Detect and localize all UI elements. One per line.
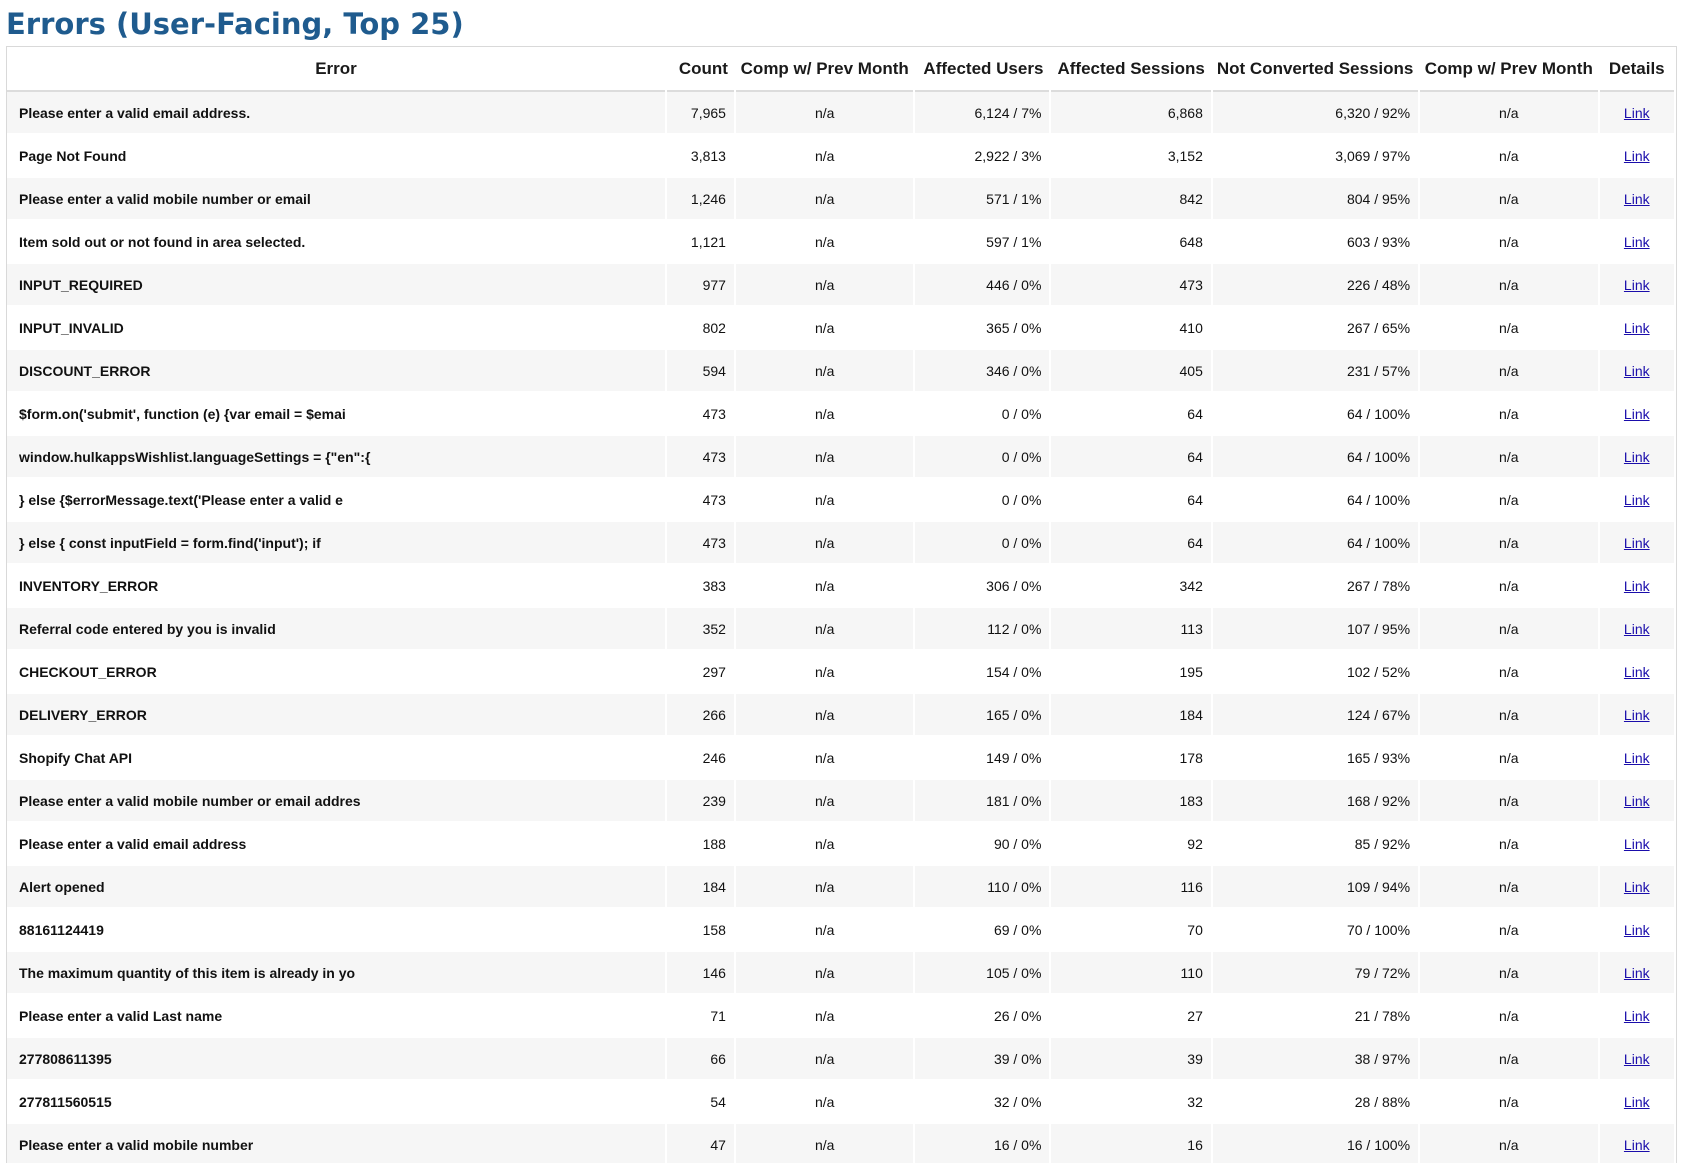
details-link[interactable]: Link	[1623, 104, 1650, 121]
affected-users-cell: 0 / 0%	[915, 393, 1049, 436]
error-cell: Alert opened	[7, 866, 665, 909]
table-row	[7, 92, 1674, 135]
comp-prev-month-cell: n/a	[736, 135, 914, 178]
comp-prev-month-cell: n/a	[736, 307, 914, 350]
table-row	[7, 522, 1674, 565]
affected-users-cell: 0 / 0%	[915, 479, 1049, 522]
details-link[interactable]: Link	[1623, 663, 1650, 680]
details-link[interactable]: Link	[1623, 878, 1650, 895]
affected-users-cell: 112 / 0%	[915, 608, 1049, 651]
comp-prev-month-cell: n/a	[736, 651, 914, 694]
affected-users-cell: 69 / 0%	[915, 909, 1049, 952]
comp-prev-month-2-cell: n/a	[1420, 479, 1598, 522]
count-cell: 473	[667, 479, 734, 522]
count-cell: 473	[667, 436, 734, 479]
count-cell: 802	[667, 307, 734, 350]
details-link[interactable]: Link	[1623, 276, 1650, 293]
errors-table-container[interactable]	[6, 46, 1677, 1163]
column-header-details[interactable]: Details	[1600, 47, 1674, 92]
affected-users-cell: 165 / 0%	[915, 694, 1049, 737]
column-header-not-converted-sessions[interactable]: Not Converted Sessions	[1213, 47, 1418, 92]
details-cell	[1600, 1038, 1674, 1081]
affected-users-cell: 571 / 1%	[915, 178, 1049, 221]
comp-prev-month-2-cell: n/a	[1420, 1124, 1598, 1163]
comp-prev-month-cell: n/a	[736, 1081, 914, 1124]
column-header-affected-users[interactable]: Affected Users	[915, 47, 1049, 92]
comp-prev-month-2-cell: n/a	[1420, 522, 1598, 565]
affected-users-cell: 6,124 / 7%	[915, 92, 1049, 135]
error-cell: Page Not Found	[7, 135, 665, 178]
affected-users-cell: 446 / 0%	[915, 264, 1049, 307]
comp-prev-month-cell: n/a	[736, 608, 914, 651]
details-cell	[1600, 823, 1674, 866]
affected-sessions-cell: 64	[1051, 522, 1210, 565]
count-cell: 1,121	[667, 221, 734, 264]
error-cell: } else { const inputField = form.find('input'); if	[7, 522, 665, 565]
affected-users-cell: 346 / 0%	[915, 350, 1049, 393]
details-cell	[1600, 178, 1674, 221]
column-header-comp-prev-month-2[interactable]: Comp w/ Prev Month	[1420, 47, 1598, 92]
count-cell: 47	[667, 1124, 734, 1163]
column-header-error[interactable]: Error	[7, 47, 665, 92]
affected-sessions-cell: 405	[1051, 350, 1210, 393]
comp-prev-month-cell: n/a	[736, 823, 914, 866]
table-row	[7, 307, 1674, 350]
count-cell: 184	[667, 866, 734, 909]
not-converted-sessions-cell: 267 / 78%	[1213, 565, 1418, 608]
page-title: Errors (User-Facing, Top 25)	[6, 7, 464, 41]
error-cell: Please enter a valid email address.	[7, 92, 665, 135]
details-link[interactable]: Link	[1623, 233, 1650, 250]
not-converted-sessions-cell: 64 / 100%	[1213, 479, 1418, 522]
details-link[interactable]: Link	[1623, 405, 1650, 422]
details-link[interactable]: Link	[1623, 190, 1650, 207]
comp-prev-month-2-cell: n/a	[1420, 823, 1598, 866]
details-link[interactable]: Link	[1623, 491, 1650, 508]
table-row	[7, 565, 1674, 608]
affected-sessions-cell: 64	[1051, 479, 1210, 522]
affected-sessions-cell: 64	[1051, 436, 1210, 479]
error-cell: INVENTORY_ERROR	[7, 565, 665, 608]
comp-prev-month-cell: n/a	[736, 522, 914, 565]
comp-prev-month-cell: n/a	[736, 178, 914, 221]
comp-prev-month-2-cell: n/a	[1420, 780, 1598, 823]
comp-prev-month-2-cell: n/a	[1420, 92, 1598, 135]
affected-sessions-cell: 27	[1051, 995, 1210, 1038]
error-cell: Please enter a valid Last name	[7, 995, 665, 1038]
count-cell: 594	[667, 350, 734, 393]
count-cell: 297	[667, 651, 734, 694]
details-cell	[1600, 350, 1674, 393]
table-row	[7, 221, 1674, 264]
table-row	[7, 823, 1674, 866]
details-cell	[1600, 565, 1674, 608]
comp-prev-month-2-cell: n/a	[1420, 264, 1598, 307]
affected-sessions-cell: 116	[1051, 866, 1210, 909]
error-cell: INPUT_REQUIRED	[7, 264, 665, 307]
affected-sessions-cell: 842	[1051, 178, 1210, 221]
table-row	[7, 350, 1674, 393]
details-link[interactable]: Link	[1623, 147, 1650, 164]
affected-users-cell: 2,922 / 3%	[915, 135, 1049, 178]
affected-users-cell: 26 / 0%	[915, 995, 1049, 1038]
error-cell: Please enter a valid mobile number or email	[7, 178, 665, 221]
table-row	[7, 737, 1674, 780]
error-cell: CHECKOUT_ERROR	[7, 651, 665, 694]
details-link[interactable]: Link	[1623, 577, 1650, 594]
affected-sessions-cell: 648	[1051, 221, 1210, 264]
comp-prev-month-2-cell: n/a	[1420, 952, 1598, 995]
comp-prev-month-2-cell: n/a	[1420, 178, 1598, 221]
table-row	[7, 1124, 1674, 1163]
error-cell: Please enter a valid mobile number or email addres	[7, 780, 665, 823]
comp-prev-month-cell: n/a	[736, 952, 914, 995]
details-cell	[1600, 436, 1674, 479]
affected-users-cell: 90 / 0%	[915, 823, 1049, 866]
comp-prev-month-2-cell: n/a	[1420, 1081, 1598, 1124]
details-link[interactable]: Link	[1623, 448, 1650, 465]
table-row	[7, 780, 1674, 823]
not-converted-sessions-cell: 226 / 48%	[1213, 264, 1418, 307]
details-link[interactable]: Link	[1623, 749, 1650, 766]
comp-prev-month-cell: n/a	[736, 1124, 914, 1163]
count-cell: 352	[667, 608, 734, 651]
affected-users-cell: 154 / 0%	[915, 651, 1049, 694]
count-cell: 246	[667, 737, 734, 780]
details-link[interactable]: Link	[1623, 1093, 1650, 1110]
details-cell	[1600, 909, 1674, 952]
error-cell: Please enter a valid email address	[7, 823, 665, 866]
not-converted-sessions-cell: 21 / 78%	[1213, 995, 1418, 1038]
error-cell: window.hulkappsWishlist.languageSettings = {"en":{	[7, 436, 665, 479]
table-row	[7, 651, 1674, 694]
comp-prev-month-2-cell: n/a	[1420, 909, 1598, 952]
details-cell	[1600, 221, 1674, 264]
details-cell	[1600, 952, 1674, 995]
details-cell	[1600, 651, 1674, 694]
affected-users-cell: 365 / 0%	[915, 307, 1049, 350]
affected-users-cell: 149 / 0%	[915, 737, 1049, 780]
details-cell	[1600, 866, 1674, 909]
table-header-row	[7, 47, 1674, 92]
table-row	[7, 393, 1674, 436]
affected-sessions-cell: 113	[1051, 608, 1210, 651]
details-cell	[1600, 307, 1674, 350]
comp-prev-month-cell: n/a	[736, 350, 914, 393]
comp-prev-month-2-cell: n/a	[1420, 995, 1598, 1038]
error-cell: DELIVERY_ERROR	[7, 694, 665, 737]
not-converted-sessions-cell: 168 / 92%	[1213, 780, 1418, 823]
table-row	[7, 952, 1674, 995]
count-cell: 54	[667, 1081, 734, 1124]
not-converted-sessions-cell: 64 / 100%	[1213, 393, 1418, 436]
affected-sessions-cell: 195	[1051, 651, 1210, 694]
comp-prev-month-2-cell: n/a	[1420, 737, 1598, 780]
table-row	[7, 995, 1674, 1038]
details-link[interactable]: Link	[1623, 1136, 1650, 1153]
comp-prev-month-2-cell: n/a	[1420, 608, 1598, 651]
affected-users-cell: 32 / 0%	[915, 1081, 1049, 1124]
table-row	[7, 866, 1674, 909]
count-cell: 266	[667, 694, 734, 737]
error-cell: Item sold out or not found in area selected.	[7, 221, 665, 264]
comp-prev-month-2-cell: n/a	[1420, 436, 1598, 479]
error-cell: } else {$errorMessage.text('Please enter a valid e	[7, 479, 665, 522]
affected-sessions-cell: 32	[1051, 1081, 1210, 1124]
count-cell: 3,813	[667, 135, 734, 178]
error-cell: INPUT_INVALID	[7, 307, 665, 350]
count-cell: 383	[667, 565, 734, 608]
details-cell	[1600, 1081, 1674, 1124]
details-link[interactable]: Link	[1623, 792, 1650, 809]
error-cell: $form.on('submit', function (e) {var email = $emai	[7, 393, 665, 436]
details-cell	[1600, 264, 1674, 307]
comp-prev-month-2-cell: n/a	[1420, 694, 1598, 737]
table-row	[7, 264, 1674, 307]
comp-prev-month-cell: n/a	[736, 565, 914, 608]
not-converted-sessions-cell: 165 / 93%	[1213, 737, 1418, 780]
details-cell	[1600, 92, 1674, 135]
comp-prev-month-2-cell: n/a	[1420, 350, 1598, 393]
affected-sessions-cell: 183	[1051, 780, 1210, 823]
details-cell	[1600, 1124, 1674, 1163]
not-converted-sessions-cell: 804 / 95%	[1213, 178, 1418, 221]
affected-sessions-cell: 39	[1051, 1038, 1210, 1081]
details-link[interactable]: Link	[1623, 362, 1650, 379]
not-converted-sessions-cell: 267 / 65%	[1213, 307, 1418, 350]
comp-prev-month-cell: n/a	[736, 995, 914, 1038]
error-cell: 277811560515	[7, 1081, 665, 1124]
table-row	[7, 608, 1674, 651]
comp-prev-month-cell: n/a	[736, 264, 914, 307]
details-cell	[1600, 522, 1674, 565]
affected-sessions-cell: 3,152	[1051, 135, 1210, 178]
details-link[interactable]: Link	[1623, 620, 1650, 637]
affected-users-cell: 16 / 0%	[915, 1124, 1049, 1163]
error-cell: Shopify Chat API	[7, 737, 665, 780]
not-converted-sessions-cell: 64 / 100%	[1213, 436, 1418, 479]
affected-users-cell: 0 / 0%	[915, 522, 1049, 565]
comp-prev-month-cell: n/a	[736, 1038, 914, 1081]
comp-prev-month-cell: n/a	[736, 909, 914, 952]
comp-prev-month-cell: n/a	[736, 221, 914, 264]
comp-prev-month-2-cell: n/a	[1420, 1038, 1598, 1081]
details-link[interactable]: Link	[1623, 1007, 1650, 1024]
not-converted-sessions-cell: 107 / 95%	[1213, 608, 1418, 651]
details-cell	[1600, 479, 1674, 522]
count-cell: 66	[667, 1038, 734, 1081]
comp-prev-month-cell: n/a	[736, 436, 914, 479]
details-cell	[1600, 135, 1674, 178]
affected-users-cell: 0 / 0%	[915, 436, 1049, 479]
affected-users-cell: 597 / 1%	[915, 221, 1049, 264]
count-cell: 188	[667, 823, 734, 866]
comp-prev-month-cell: n/a	[736, 694, 914, 737]
error-cell: DISCOUNT_ERROR	[7, 350, 665, 393]
column-header-count[interactable]: Count	[667, 47, 734, 92]
details-cell	[1600, 995, 1674, 1038]
not-converted-sessions-cell: 70 / 100%	[1213, 909, 1418, 952]
table-row	[7, 1081, 1674, 1124]
affected-sessions-cell: 92	[1051, 823, 1210, 866]
not-converted-sessions-cell: 124 / 67%	[1213, 694, 1418, 737]
error-cell: Referral code entered by you is invalid	[7, 608, 665, 651]
affected-sessions-cell: 473	[1051, 264, 1210, 307]
not-converted-sessions-cell: 38 / 97%	[1213, 1038, 1418, 1081]
count-cell: 7,965	[667, 92, 734, 135]
affected-users-cell: 39 / 0%	[915, 1038, 1049, 1081]
details-link[interactable]: Link	[1623, 835, 1650, 852]
affected-sessions-cell: 110	[1051, 952, 1210, 995]
comp-prev-month-2-cell: n/a	[1420, 221, 1598, 264]
comp-prev-month-cell: n/a	[736, 479, 914, 522]
count-cell: 158	[667, 909, 734, 952]
details-cell	[1600, 737, 1674, 780]
not-converted-sessions-cell: 3,069 / 97%	[1213, 135, 1418, 178]
not-converted-sessions-cell: 231 / 57%	[1213, 350, 1418, 393]
affected-sessions-cell: 70	[1051, 909, 1210, 952]
affected-sessions-cell: 410	[1051, 307, 1210, 350]
count-cell: 1,246	[667, 178, 734, 221]
details-link[interactable]: Link	[1623, 534, 1650, 551]
affected-sessions-cell: 16	[1051, 1124, 1210, 1163]
error-cell: 88161124419	[7, 909, 665, 952]
details-cell	[1600, 780, 1674, 823]
affected-users-cell: 105 / 0%	[915, 952, 1049, 995]
table-row	[7, 135, 1674, 178]
not-converted-sessions-cell: 102 / 52%	[1213, 651, 1418, 694]
table-row	[7, 694, 1674, 737]
affected-sessions-cell: 178	[1051, 737, 1210, 780]
affected-users-cell: 181 / 0%	[915, 780, 1049, 823]
details-link[interactable]: Link	[1623, 921, 1650, 938]
comp-prev-month-2-cell: n/a	[1420, 393, 1598, 436]
not-converted-sessions-cell: 85 / 92%	[1213, 823, 1418, 866]
table-row	[7, 178, 1674, 221]
affected-sessions-cell: 64	[1051, 393, 1210, 436]
comp-prev-month-cell: n/a	[736, 92, 914, 135]
details-link[interactable]: Link	[1623, 706, 1650, 723]
comp-prev-month-2-cell: n/a	[1420, 307, 1598, 350]
comp-prev-month-cell: n/a	[736, 866, 914, 909]
details-cell	[1600, 393, 1674, 436]
column-header-affected-sessions[interactable]: Affected Sessions	[1051, 47, 1210, 92]
comp-prev-month-2-cell: n/a	[1420, 135, 1598, 178]
details-link[interactable]: Link	[1623, 1050, 1650, 1067]
details-link[interactable]: Link	[1623, 319, 1650, 336]
count-cell: 239	[667, 780, 734, 823]
details-cell	[1600, 608, 1674, 651]
table-body	[7, 92, 1674, 1163]
errors-table	[6, 47, 1676, 1163]
count-cell: 146	[667, 952, 734, 995]
table-row	[7, 909, 1674, 952]
count-cell: 473	[667, 522, 734, 565]
table-row	[7, 479, 1674, 522]
count-cell: 473	[667, 393, 734, 436]
comp-prev-month-2-cell: n/a	[1420, 651, 1598, 694]
not-converted-sessions-cell: 6,320 / 92%	[1213, 92, 1418, 135]
not-converted-sessions-cell: 16 / 100%	[1213, 1124, 1418, 1163]
error-cell: 277808611395	[7, 1038, 665, 1081]
not-converted-sessions-cell: 28 / 88%	[1213, 1081, 1418, 1124]
not-converted-sessions-cell: 64 / 100%	[1213, 522, 1418, 565]
comp-prev-month-cell: n/a	[736, 393, 914, 436]
details-link[interactable]: Link	[1623, 964, 1650, 981]
affected-sessions-cell: 6,868	[1051, 92, 1210, 135]
table-row	[7, 436, 1674, 479]
count-cell: 71	[667, 995, 734, 1038]
not-converted-sessions-cell: 79 / 72%	[1213, 952, 1418, 995]
error-cell: Please enter a valid mobile number	[7, 1124, 665, 1163]
comp-prev-month-cell: n/a	[736, 780, 914, 823]
affected-sessions-cell: 342	[1051, 565, 1210, 608]
details-cell	[1600, 694, 1674, 737]
affected-sessions-cell: 184	[1051, 694, 1210, 737]
comp-prev-month-2-cell: n/a	[1420, 866, 1598, 909]
not-converted-sessions-cell: 109 / 94%	[1213, 866, 1418, 909]
table-row	[7, 1038, 1674, 1081]
count-cell: 977	[667, 264, 734, 307]
comp-prev-month-2-cell: n/a	[1420, 565, 1598, 608]
column-header-comp-prev-month[interactable]: Comp w/ Prev Month	[736, 47, 914, 92]
comp-prev-month-cell: n/a	[736, 737, 914, 780]
error-cell: The maximum quantity of this item is already in yo	[7, 952, 665, 995]
affected-users-cell: 110 / 0%	[915, 866, 1049, 909]
not-converted-sessions-cell: 603 / 93%	[1213, 221, 1418, 264]
affected-users-cell: 306 / 0%	[915, 565, 1049, 608]
